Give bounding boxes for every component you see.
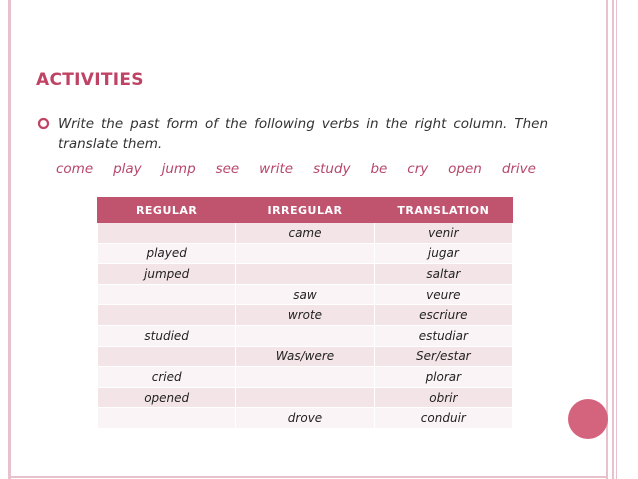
irregular-cell: came xyxy=(236,223,374,244)
regular-cell: studied xyxy=(98,325,236,346)
irregular-cell: Was/were xyxy=(236,346,374,367)
regular-cell xyxy=(98,305,236,326)
regular-cell xyxy=(98,346,236,367)
header-irregular: IRREGULAR xyxy=(236,198,374,223)
circle-decoration xyxy=(568,399,608,439)
translation-cell: Ser/estar xyxy=(374,346,512,367)
translation-cell: veure xyxy=(374,284,512,305)
table-row xyxy=(98,325,513,346)
irregular-cell: saw xyxy=(236,284,374,305)
table-row xyxy=(98,346,513,367)
translation-cell: venir xyxy=(374,223,512,244)
instruction-text: Write the past form of the following verbs in the right column. Then translate them. xyxy=(58,116,548,152)
verbs-table xyxy=(97,197,513,429)
slide-frame-bottom xyxy=(8,476,608,478)
regular-cell: jumped xyxy=(98,264,236,285)
verb-item: open xyxy=(448,161,482,177)
slide-frame-right-outer xyxy=(616,0,617,479)
translation-cell: estudiar xyxy=(374,325,512,346)
table-row xyxy=(98,305,513,326)
table-row xyxy=(98,387,513,408)
slide-frame-left xyxy=(8,0,11,479)
irregular-cell xyxy=(236,367,374,388)
verb-item: jump xyxy=(161,161,196,177)
header-translation: TRANSLATION xyxy=(374,198,512,223)
translation-cell: jugar xyxy=(374,243,512,264)
regular-cell: cried xyxy=(98,367,236,388)
slide-frame-right xyxy=(606,0,608,479)
slide-frame-right-inner xyxy=(612,0,614,479)
irregular-cell xyxy=(236,243,374,264)
regular-cell xyxy=(98,223,236,244)
translation-cell: plorar xyxy=(374,367,512,388)
irregular-cell: wrote xyxy=(236,305,374,326)
regular-cell xyxy=(98,408,236,429)
verb-item: play xyxy=(113,161,142,177)
translation-cell: conduir xyxy=(374,408,512,429)
table-row xyxy=(98,284,513,305)
translation-cell: saltar xyxy=(374,264,512,285)
table-row xyxy=(98,264,513,285)
regular-cell: opened xyxy=(98,387,236,408)
header-regular: REGULAR xyxy=(98,198,236,223)
translation-cell: obrir xyxy=(374,387,512,408)
table-header-row xyxy=(98,198,513,223)
regular-cell xyxy=(98,284,236,305)
verb-item: drive xyxy=(501,161,536,177)
irregular-cell xyxy=(236,325,374,346)
table-row xyxy=(98,367,513,388)
verb-item: come xyxy=(56,161,94,177)
table-row xyxy=(98,223,513,244)
translation-cell: escriure xyxy=(374,305,512,326)
slide-title: ACTIVITIES xyxy=(36,70,144,90)
irregular-cell xyxy=(236,387,374,408)
regular-cell: played xyxy=(98,243,236,264)
table-row xyxy=(98,408,513,429)
verb-item: write xyxy=(259,161,294,177)
verb-item: study xyxy=(313,161,351,177)
table-row xyxy=(98,243,513,264)
verb-list xyxy=(56,161,536,177)
verb-item: cry xyxy=(407,161,429,177)
ring-bullet-icon xyxy=(37,117,50,130)
irregular-cell xyxy=(236,264,374,285)
verb-item: see xyxy=(215,161,240,177)
verb-item: be xyxy=(370,161,388,177)
irregular-cell: drove xyxy=(236,408,374,429)
